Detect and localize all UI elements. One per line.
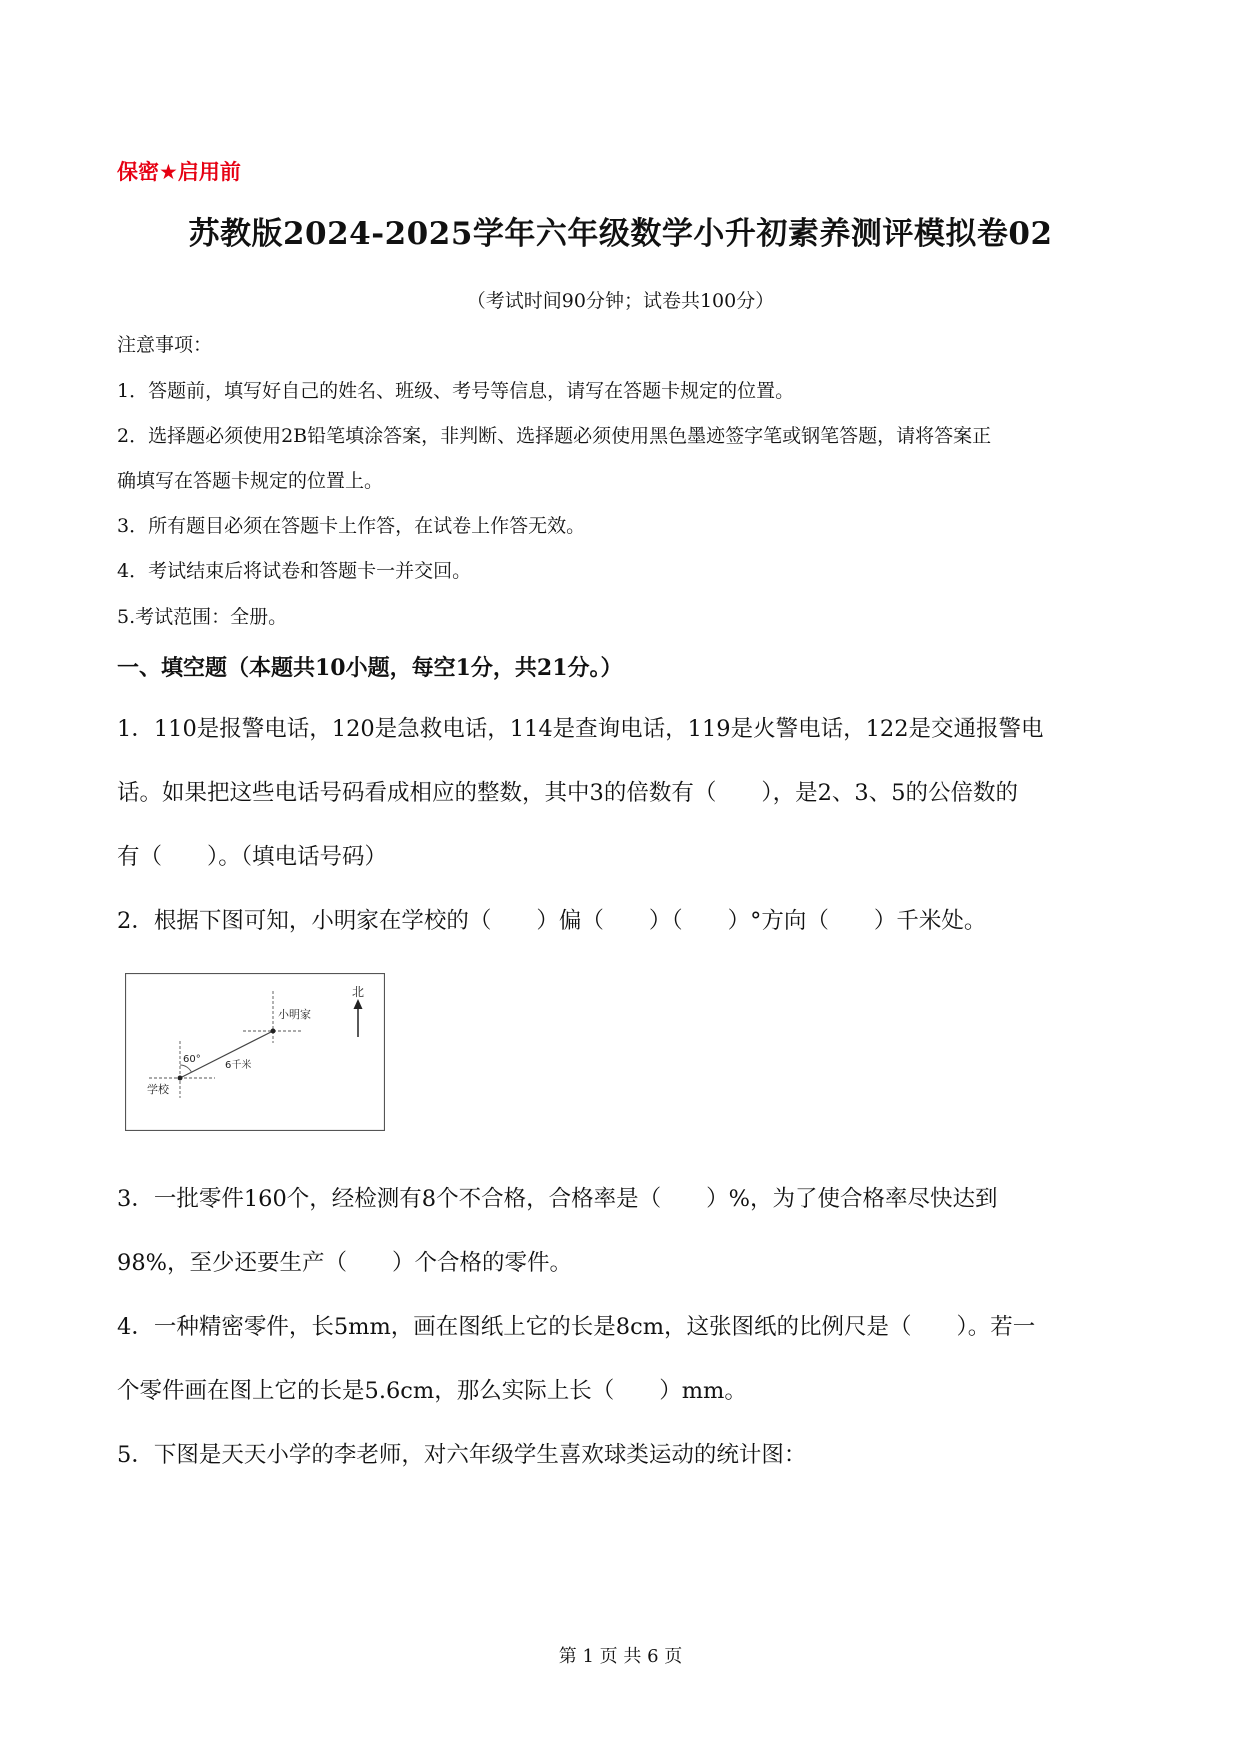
school-point — [178, 1076, 183, 1081]
exam-title: 苏教版2024-2025学年六年级数学小升初素养测评模拟卷02 — [188, 216, 1053, 252]
question-1-line: 有（ ）。（填电话号码） — [117, 844, 388, 870]
diagram-frame — [126, 974, 385, 1131]
note-item: 1．答题前，填写好自己的姓名、班级、考号等信息，请写在答题卡规定的位置。 — [117, 380, 795, 402]
page-footer: 第 1 页 共 6 页 — [558, 1646, 683, 1667]
direction-diagram — [125, 973, 385, 1131]
angle-label: 60° — [183, 1054, 201, 1065]
exam-subtitle: （考试时间90分钟；试卷共100分） — [466, 290, 775, 312]
note-item: 确填写在答题卡规定的位置上。 — [117, 470, 384, 492]
distance-label: 6千米 — [225, 1060, 252, 1071]
question-3-line: 3．一批零件160个，经检测有8个不合格，合格率是（ ）%，为了使合格率尽快达到 — [117, 1186, 998, 1212]
secret-mark: 保密★启用前 — [117, 160, 241, 184]
north-label: 北 — [351, 985, 365, 999]
school-label: 学校 — [147, 1083, 169, 1096]
note-item: 3．所有题目必须在答题卡上作答，在试卷上作答无效。 — [117, 515, 586, 537]
notes-heading: 注意事项： — [117, 334, 213, 356]
question-3-line: 98%，至少还要生产（ ）个合格的零件。 — [117, 1250, 573, 1276]
question-4-line: 4．一种精密零件，长5mm，画在图纸上它的长是8cm，这张图纸的比例尺是（ ）。若一 — [117, 1314, 1036, 1340]
question-1-line: 1．110是报警电话，120是急救电话，114是查询电话，119是火警电话，122是交通报警电 — [117, 716, 1044, 742]
home-label: 小明家 — [278, 1008, 311, 1021]
note-item: 4．考试结束后将试卷和答题卡一并交回。 — [117, 560, 472, 582]
note-item: 2．选择题必须使用2B铅笔填涂答案，非判断、选择题必须使用黑色墨迹签字笔或钢笔答题，请将答案正 — [117, 425, 992, 447]
home-point — [271, 1029, 276, 1034]
question-5: 5．下图是天天小学的李老师，对六年级学生喜欢球类运动的统计图： — [117, 1442, 807, 1468]
question-1-line: 话。如果把这些电话号码看成相应的整数，其中3的倍数有（ ），是2、3、5的公倍数的 — [117, 780, 1019, 806]
note-item: 5.考试范围：全册。 — [117, 606, 288, 628]
question-2: 2．根据下图可知，小明家在学校的（ ）偏（ ）（ ）°方向（ ）千米处。 — [117, 908, 987, 934]
section-heading: 一、填空题（本题共10小题，每空1分，共21分。） — [117, 655, 623, 681]
question-4-line: 个零件画在图上它的长是5.6cm，那么实际上长（ ）mm。 — [117, 1378, 747, 1404]
